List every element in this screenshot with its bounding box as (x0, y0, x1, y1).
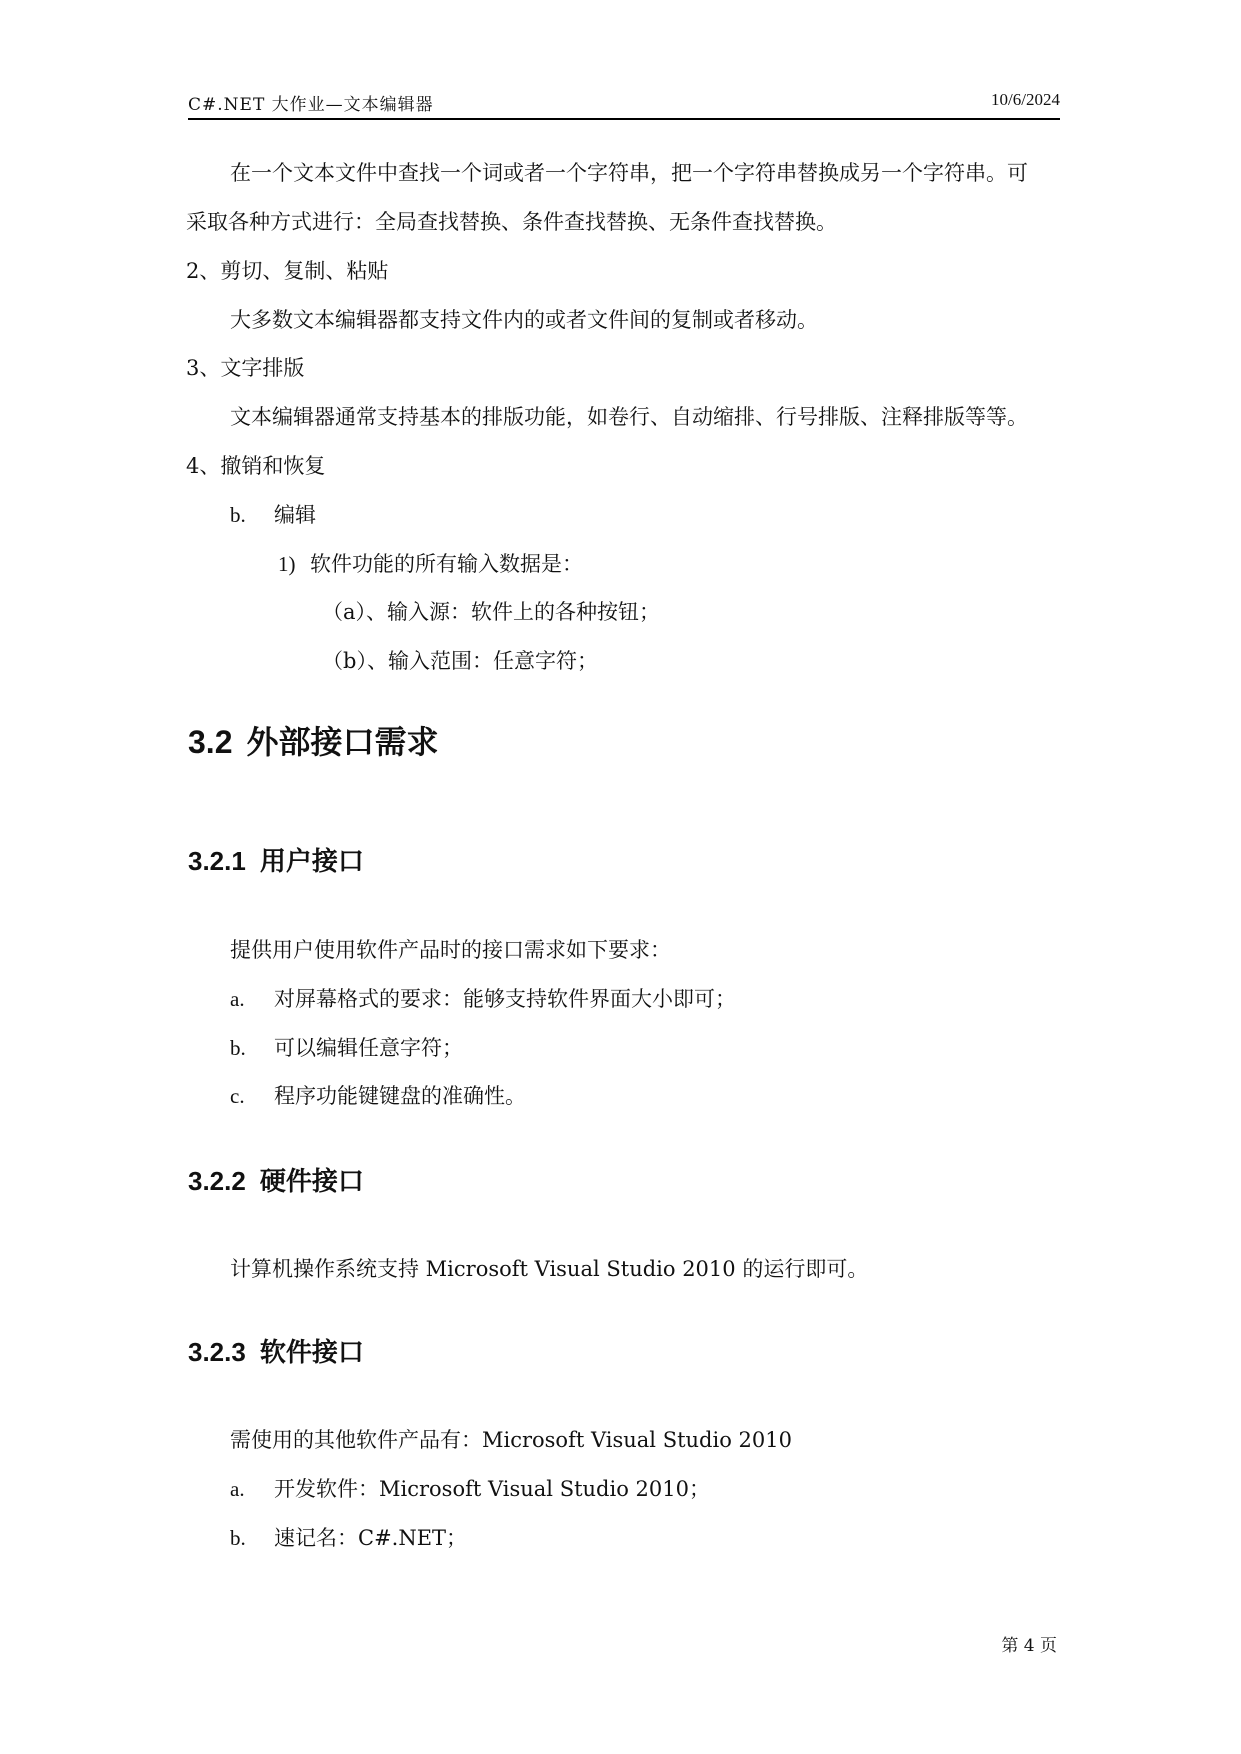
sub-list-item: （a）、输入源：软件上的各种按钮； (322, 600, 661, 624)
list-item-text: 开发软件：Microsoft Visual Studio 2010； (274, 1477, 710, 1501)
list-marker: c. (230, 1084, 245, 1108)
section-number: 3.2.3 (188, 1337, 246, 1367)
paragraph-line: 文本编辑器通常支持基本的排版功能，如卷行、自动缩排、行号排版、注释排版等等。 (230, 405, 1028, 429)
paragraph-line: 提供用户使用软件产品时的接口需求如下要求： (230, 938, 671, 962)
subsection-heading (188, 1168, 364, 1195)
header-date: 10/6/2024 (991, 90, 1060, 109)
page-number: 第 4 页 (1001, 1636, 1057, 1656)
list-marker: a. (230, 987, 245, 1011)
header-title: C#.NET 大作业—文本编辑器 (188, 95, 434, 115)
list-item-text: 对屏幕格式的要求：能够支持软件界面大小即可； (274, 987, 736, 1011)
subsection-heading (188, 1339, 364, 1366)
section-title: 外部接口需求 (246, 723, 439, 761)
list-item-heading: 2、剪切、复制、粘贴 (186, 259, 389, 283)
paragraph-line: 在一个文本文件中查找一个词或者一个字符串，把一个字符串替换成另一个字符串。可 (230, 161, 1028, 185)
list-item-heading: 4、撤销和恢复 (186, 454, 326, 478)
section-number: 3.2.1 (188, 846, 246, 876)
list-item-text: 软件功能的所有输入数据是： (310, 552, 583, 576)
section-heading (188, 723, 439, 761)
section-title: 软件接口 (259, 1338, 364, 1368)
list-item-text: 程序功能键键盘的准确性。 (274, 1084, 526, 1108)
paragraph-line: 需使用的其他软件产品有：Microsoft Visual Studio 2010 (230, 1428, 792, 1452)
list-marker: 1) (278, 552, 296, 576)
subsection-heading (188, 848, 364, 875)
list-marker: b. (230, 1036, 246, 1060)
paragraph-line: 大多数文本编辑器都支持文件内的或者文件间的复制或者移动。 (230, 308, 818, 332)
list-marker: b. (230, 503, 246, 527)
section-number: 3.2 (188, 724, 233, 760)
list-item-text: 可以编辑任意字符； (274, 1036, 463, 1060)
list-item-text: 速记名：C#.NET； (274, 1526, 468, 1550)
paragraph-line: 采取各种方式进行：全局查找替换、条件查找替换、无条件查找替换。 (186, 210, 837, 234)
list-marker: a. (230, 1477, 245, 1501)
list-item-text: 编辑 (274, 503, 316, 527)
list-marker: b. (230, 1526, 246, 1550)
section-title: 硬件接口 (259, 1167, 364, 1197)
sub-list-item: （b）、输入范围：任意字符； (322, 649, 598, 673)
page-header (188, 88, 1060, 120)
section-title: 用户接口 (259, 847, 364, 877)
paragraph-line: 计算机操作系统支持 Microsoft Visual Studio 2010 的运行即可。 (230, 1257, 869, 1281)
section-number: 3.2.2 (188, 1166, 246, 1196)
list-item-heading: 3、文字排版 (186, 356, 305, 380)
